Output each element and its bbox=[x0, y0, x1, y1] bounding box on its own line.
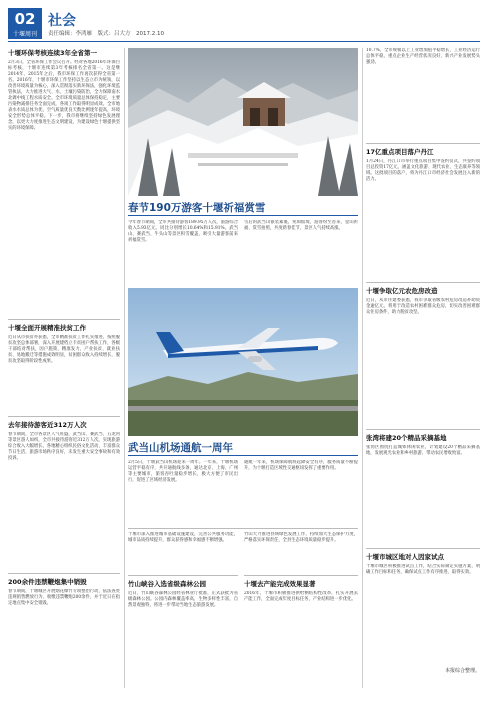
headline: 十堰去产能完成效果显著 bbox=[244, 580, 316, 588]
headline: 17亿重点项目落户丹江 bbox=[366, 148, 434, 156]
masthead-rule bbox=[8, 41, 480, 42]
paper-name: 十堰周刊 bbox=[12, 31, 37, 38]
headline: 竹山峡谷入选省级森林公园 bbox=[128, 580, 206, 588]
article-body: 春节期间，全市各景区人气旺盛，武当山、赛武当、五龙河等景区游人如织，全市共接待游客近312万人次，实现旅游综合收入大幅增长。各地精心组织民俗文化活动，丰富群众节日生活，旅游市场秩序良好，未发生重大安全事故和有效投诉。 bbox=[8, 432, 120, 461]
photo-headline-rule bbox=[128, 455, 358, 456]
snow-temple-illustration bbox=[128, 48, 358, 196]
article-body: 近日，从市住建委获悉，我市争取省级农村危房改造补助资金逾亿元，将用于改造农村困难群众危房，切实改善困难群众住房条件，助力脱贫攻坚。 bbox=[366, 298, 480, 315]
source-note: 本报综合整理。 bbox=[444, 668, 480, 674]
headline: 十堰争取亿元农危房改造 bbox=[366, 287, 438, 295]
divider bbox=[366, 429, 480, 430]
page-number-badge bbox=[8, 8, 42, 30]
divider bbox=[128, 528, 358, 529]
divider bbox=[8, 319, 120, 320]
article-body: 十堰市深入推进城市基础设施建设，完善公共服务功能，城市品质持续提升，群众获得感和幸福感不断增强。 bbox=[128, 532, 238, 543]
section-title: 社会 bbox=[48, 13, 76, 29]
article-body: 春节期间，十堰城区开展烟花爆竹专项整治行动，依法查处违规销售燃放行为，收缴违禁鞭炮200余件，并于近日在指定地点集中安全销毁。 bbox=[8, 589, 120, 606]
divider bbox=[366, 548, 480, 549]
photo-caption: 雪后的武当山银装素裹，宛如仙境，游客纷至沓来，登山祈福、赏雪拍照，共度新春佳节，景区人气持续高涨。 bbox=[244, 220, 358, 231]
left-column bbox=[8, 48, 120, 688]
photo-headline-top: 春节190万游客十堰祈福赏雪 bbox=[128, 202, 266, 214]
divider bbox=[128, 575, 238, 576]
headline: 十堰市城区地对人因家试点 bbox=[366, 553, 444, 561]
mid-lower-col-left bbox=[128, 532, 238, 688]
photo-caption: 通航一年来，机场保障航班起降安全有序，服务质量不断提升，为十堰打造区域性交通枢纽发挥了重要作用。 bbox=[244, 460, 358, 471]
masthead bbox=[8, 8, 480, 42]
divider bbox=[244, 575, 358, 576]
headline: 十堰环保考核连续3年全省第一 bbox=[8, 49, 98, 57]
article-body: 竹山大力推进县域绿色发展工作，持续加大生态保护力度，严格落实环保责任，全县生态环境质量稳步提升。 bbox=[244, 532, 358, 543]
headline: 去年接待游客近312万人次 bbox=[8, 421, 87, 429]
article-body: 张湾区围绕打造城郊休闲农业，计划建设20个精品采摘基地，发展观光农业和乡村旅游，带动农民增收致富。 bbox=[366, 445, 480, 456]
headline: 十堰全面开展精准扶贫工作 bbox=[8, 324, 86, 332]
photo-headline-bottom: 武当山机场通航一周年 bbox=[128, 442, 233, 454]
column-rule bbox=[362, 48, 363, 688]
snow-temple-photo bbox=[128, 48, 358, 196]
airplane-photo bbox=[128, 288, 358, 436]
divider bbox=[8, 573, 120, 574]
paper-tag bbox=[8, 30, 42, 39]
mid-lower-col-right bbox=[244, 532, 358, 688]
article-body: 2016年，十堰市积极推进供给侧结构性改革，扎实开展去产能工作，全面完成年度目标任务，产业结构进一步优化。 bbox=[244, 591, 358, 602]
headline: 200余件违禁鞭炮集中销毁 bbox=[8, 578, 87, 586]
divider bbox=[366, 143, 480, 144]
article-body: 十堰市城区积极推进试点工作，结合实际制定实施方案，明确工作目标和任务，确保试点工作有序推进、取得实效。 bbox=[366, 564, 480, 575]
photo-caption: 2月5日，十堰武当山机场迎来一周年。一年来，十堰机场运营平稳有序，共开通航线多条，通达北京、上海、广州等主要城市，旅客吞吐量稳步增长，极大方便了市民出行，促进了区域经济发展。 bbox=[128, 460, 238, 483]
article-body: 近日，竹山峡谷森林公园经省林业厅批准，正式获批为省级森林公园。公园内森林覆盖率高，生物多样性丰富，自然景观独特，将进一步带动当地生态旅游发展。 bbox=[128, 591, 238, 608]
credits-line: 责任编辑：李鸿雁 版式：吕大方 2017.2.10 bbox=[48, 31, 164, 37]
article-body: 2月3日，全省环保工作会议召开。经对各地2016年环保目标考核，十堰市连续第3年考核排名全省第一。这是继2014年、2015年之后，我市环保工作再次获得全省第一名。2016年，十堰市环保工作坚持以生态立市为统领，以改善环境质量为核心，深入贯彻落实新环保法，强化环境监管执法，大力推进大气、水、土壤污染防治，全力保障南水北调中线工程水质安全。全市环境质量总体保持稳定，主要污染物减排任务全面完成，各项工作取得明显成效。全市地表水水质总体为优，空气质量优良天数比例逐年提高，环境安全形势总体平稳。下一步，我市将继续坚持绿色发展理念，以更大力度推进生态文明建设，为建设绿色十堰提供坚实的环境保障。 bbox=[8, 60, 120, 131]
divider bbox=[8, 416, 120, 417]
article-body: 10.7%，全市规模以上工业增加值平稳增长，工业经济运行总体平稳，重点企业生产经营状况良好，新兴产业发展势头强劲。 bbox=[366, 48, 480, 65]
airplane-illustration bbox=[128, 288, 358, 436]
photo-headline-rule bbox=[128, 215, 358, 216]
column-rule bbox=[124, 48, 125, 688]
divider bbox=[366, 282, 480, 283]
article-body: 1月24日，丹江口市举行重点项目集中签约仪式，共签约项目总投资17亿元，涵盖文化旅游、现代农业、生态康养等领域。这批项目的落户，将为丹江口市经济社会发展注入新的活力。 bbox=[366, 159, 480, 182]
photo-caption: 今年春节期间，全市共接待游客189.95万人次，旅游综合收入5.93亿元，同比分别增长10.64%和15.91%。武当山、赛武当、牛头山等景区积雪覆盖，吸引大量游客前来祈福赏雪。 bbox=[128, 220, 238, 243]
headline: 张湾将建20个精品采摘基地 bbox=[366, 434, 447, 442]
article-body: 近日从市扶贫办获悉，全市精准扶贫工作扎实推进，按照脱贫攻坚总体部署，深入开展建档立卡贫困户帮扶工作，各级干部结对帮扶，因户施策、精准发力，产业扶贫、就业扶贫、易地搬迁等措施成效明显，贫困群众收入持续增长，脱贫攻坚取得阶段性成果。 bbox=[8, 335, 120, 364]
right-column bbox=[366, 48, 480, 692]
page-number: 02 bbox=[14, 10, 36, 28]
